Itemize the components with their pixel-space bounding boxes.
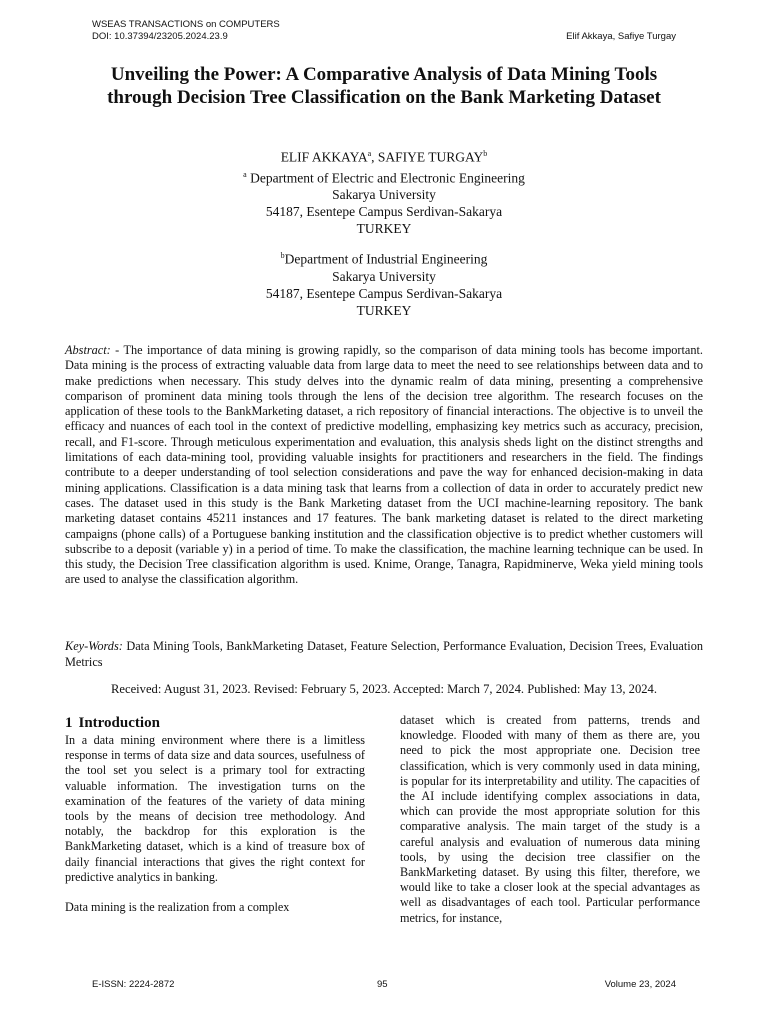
- title-line-2: through Decision Tree Classification on the Bank Marketing Dataset: [107, 87, 661, 108]
- intro-paragraph-2: Data mining is the realization from a complex: [65, 900, 290, 915]
- running-header: [92, 19, 676, 43]
- intro-paragraph-continued: dataset which is created from patterns, trends and knowledge. Flooded with many of them as there are, you need to pick the most appropriate one. Decision tree classification, which is very commonly used in data mining, is popular for its interpretability and utility. The capacities of the AI include identifying complex associations in data, which can provide the most appropriate solution for this comparative analysis. The main target of the study is a careful analysis and evaluation of numerous data mining tools, by using the decision tree classifier on the BankMarketing dataset. By using this filter, therefore, we would like to take a closer look at the special advantages as well as disadvantages of each tool. Particular performance metrics, for instance,: [400, 713, 700, 925]
- affiliation-b-univ: Sakarya University: [332, 268, 436, 284]
- paper-title: [40, 63, 728, 109]
- footer-volume: Volume 23, 2024: [604, 979, 676, 990]
- affiliation-a-dept: [0, 166, 768, 187]
- footer-page-number: 95: [377, 979, 388, 990]
- footer-issn: E-ISSN: 2224-2872: [92, 979, 175, 990]
- keywords-label: Key-Words:: [65, 639, 123, 653]
- affiliation-b-sup: b: [280, 251, 285, 260]
- affiliation-a-sup: a: [243, 169, 247, 179]
- affiliation-b-addr: 54187, Esentepe Campus Serdivan-Sakarya: [265, 285, 503, 301]
- affiliation-a-country: TURKEY: [356, 221, 412, 236]
- publication-dates: Received: August 31, 2023. Revised: February 5, 2023. Accepted: March 7, 2024. Published: May 13, 2024.: [110, 682, 657, 696]
- left-column: [65, 713, 365, 915]
- author-2: SAFIYE TURGAY: [377, 149, 484, 165]
- abstract-label: Abstract:: [65, 343, 111, 357]
- section-title: Introduction: [78, 715, 160, 731]
- section-heading: [65, 713, 365, 733]
- author-separator: ,: [371, 149, 378, 165]
- author-block: [0, 145, 768, 319]
- keywords: [65, 638, 703, 670]
- journal-name: WSEAS TRANSACTIONS on COMPUTERS: [92, 19, 280, 30]
- title-line-1: Unveiling the Power: A Comparative Analysis of Data Mining Tools: [110, 64, 658, 85]
- affiliation-b-dept: [0, 247, 768, 268]
- affiliation-a-addr: 54187, Esentepe Campus Serdivan-Sakarya: [265, 204, 503, 219]
- keywords-text: Data Mining Tools, BankMarketing Dataset, Feature Selection, Performance Evaluation, Decision Trees, Evaluation Metrics: [65, 639, 703, 669]
- author-2-sup: b: [483, 149, 488, 158]
- author-names: [0, 145, 768, 166]
- author-1-sup: a: [367, 149, 372, 158]
- affiliation-a-univ: Sakarya University: [332, 187, 436, 202]
- right-column: [400, 713, 700, 926]
- affiliation-b-country: TURKEY: [356, 302, 412, 318]
- intro-paragraph-1: In a data mining environment where there is a limitless response in terms of data size and data sources, usefulness of the tool set you select is a primary tool for extracting valuable information. The investigation turns on the examination of the features of the variety of data mining tools by the means of decision tree methodology. And notably, the backdrop for this exploration is the BankMarketing dataset, which is a kind of treasure box of daily financial interactions that gives the right context for predictive analytics in banking.: [65, 733, 365, 884]
- running-authors: Elif Akkaya, Safiye Turgay: [566, 31, 676, 42]
- affiliation-a-dept-text: Department of Electric and Electronic Engineering: [246, 170, 525, 185]
- affiliation-b-dept-text: Department of Industrial Engineering: [284, 251, 488, 267]
- abstract-text: - The importance of data mining is growing rapidly, so the comparison of data mining tools has become important. Data mining is the process of extracting valuable data from large data to meet the need to see relationships between data and to make predictions when necessary. This study delves into the dynamic realm of data mining, presenting a comprehensive comparison of prominent data mining tools through the lens of the decision tree algorithm. The research focuses on the application of these tools to the BankMarketing dataset, a rich repository of financial interactions. The objective is to unveil the efficacy and nuances of each tool in the context of predictive modelling, emphasizing key metrics such as accuracy, precision, recall, and F1-score. Through meticulous experimentation and evaluation, this analysis sheds light on the distinct strengths and limitations of each data-mining tool, providing valuable insights for practitioners and researchers in the field. The findings contribute to a deeper understanding of tool selection considerations and pave the way for enhanced decision-making in data mining applications. Classification is a data mining task that learns from a collection of data in order to accurately predict new cases. The dataset used in this study is the Bank Marketing dataset from the UCI machine-learning repository. The bank marketing dataset contains 45211 instances and 17 features. The bank marketing dataset is related to the direct marketing campaigns (phone calls) of a Portuguese banking institution and the classification objective is to predict whether customers will subscribe to a deposit (variable y) in a period of time. To make the classification, the machine learning technique can be used. In this study, the Decision Tree classification algorithm is used. Knime, Orange, Tanagra, Rapidminerve, Weka yield mining tools are used to analyse the classification algorithm.: [65, 343, 703, 587]
- section-number: 1: [65, 715, 73, 731]
- abstract: [65, 343, 703, 588]
- author-1: ELIF AKKAYA: [280, 149, 368, 165]
- doi[interactable]: DOI: 10.37394/23205.2024.23.9: [92, 31, 228, 42]
